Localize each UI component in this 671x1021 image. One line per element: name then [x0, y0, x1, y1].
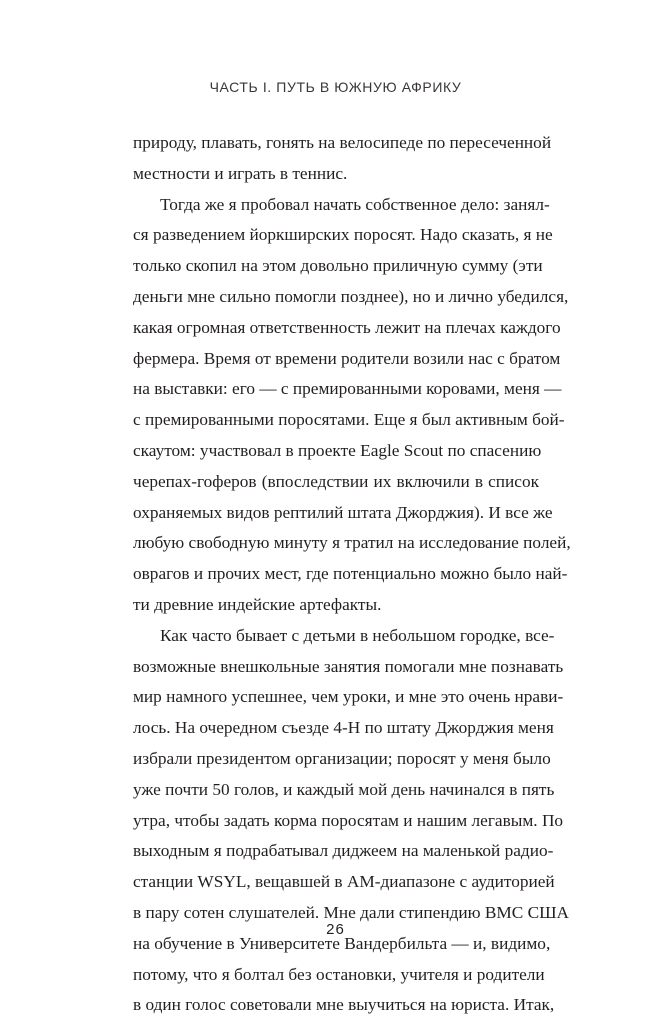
text-line: скаутом: участвовал в проекте Eagle Scout по спасению [133, 440, 542, 460]
text-line: Тогда же я пробовал начать собственное дело: занял- [160, 194, 550, 214]
text-line: любую свободную минуту я тратил на исследование полей, [133, 533, 571, 553]
text-line: фермера. Время от времени родители возили нас с братом [133, 348, 561, 368]
text-line: выходным я подрабатывал диджеем на маленькой радио- [133, 841, 554, 861]
text-line: черепах-гоферов (впоследствии их включили в список [133, 471, 539, 491]
text-line: на выставки: его — с премированными коровами, меня — [133, 379, 562, 399]
text-line: местности и играть в теннис. [133, 163, 348, 183]
text-line: в пару сотен слушателей. Мне дали стипендию ВМС США [133, 902, 570, 922]
text-line: ти древние индейские артефакты. [133, 594, 382, 614]
text-line: оврагов и прочих мест, где потенциально можно было най- [133, 564, 568, 584]
text-line: какая огромная ответственность лежит на плечах каждого [133, 317, 561, 337]
body-text [133, 128, 571, 1021]
text-line: мир намного успешнее, чем уроки, и мне это очень нрави- [133, 687, 564, 707]
text-line: утра, чтобы задать корма поросятам и нашим легавым. По [133, 810, 564, 830]
text-line: возможные внешкольные занятия помогали мне познавать [133, 656, 564, 676]
text-line: уже почти 50 голов, и каждый мой день начинался в пять [133, 779, 555, 799]
text-line: Как часто бывает с детьми в небольшом городке, все- [160, 625, 555, 645]
text-line: природу, плавать, гонять на велосипеде по пересеченной [133, 133, 552, 152]
text-line: на обучение в Университете Вандербильта — и, видимо, [133, 933, 551, 953]
text-line: в один голос советовали мне выучиться на юриста. Итак, [133, 995, 555, 1015]
text-line: ся разведением йоркширских поросят. Надо сказать, я не [133, 225, 553, 245]
page-number: 26 [326, 921, 345, 938]
text-line: только скопил на этом довольно приличную сумму (эти [133, 256, 543, 276]
running-head: ЧАСТЬ I. ПУТЬ В ЮЖНУЮ АФРИКУ [209, 79, 462, 95]
text-line: деньги мне сильно помогли позднее), но и лично убедился, [133, 286, 569, 306]
text-line: станции WSYL, вещавшей в AM-диапазоне с аудиторией [133, 872, 555, 892]
text-line: избрали президентом организации; поросят у меня было [133, 748, 551, 768]
text-line: лось. На очередном съезде 4-H по штату Джорджия меня [133, 718, 554, 738]
text-line: с премированными поросятами. Еще я был активным бой- [133, 410, 565, 430]
text-line: охраняемых видов рептилий штата Джорджия). И все же [133, 502, 553, 522]
text-line: потому, что я болтал без остановки, учителя и родители [133, 964, 545, 984]
